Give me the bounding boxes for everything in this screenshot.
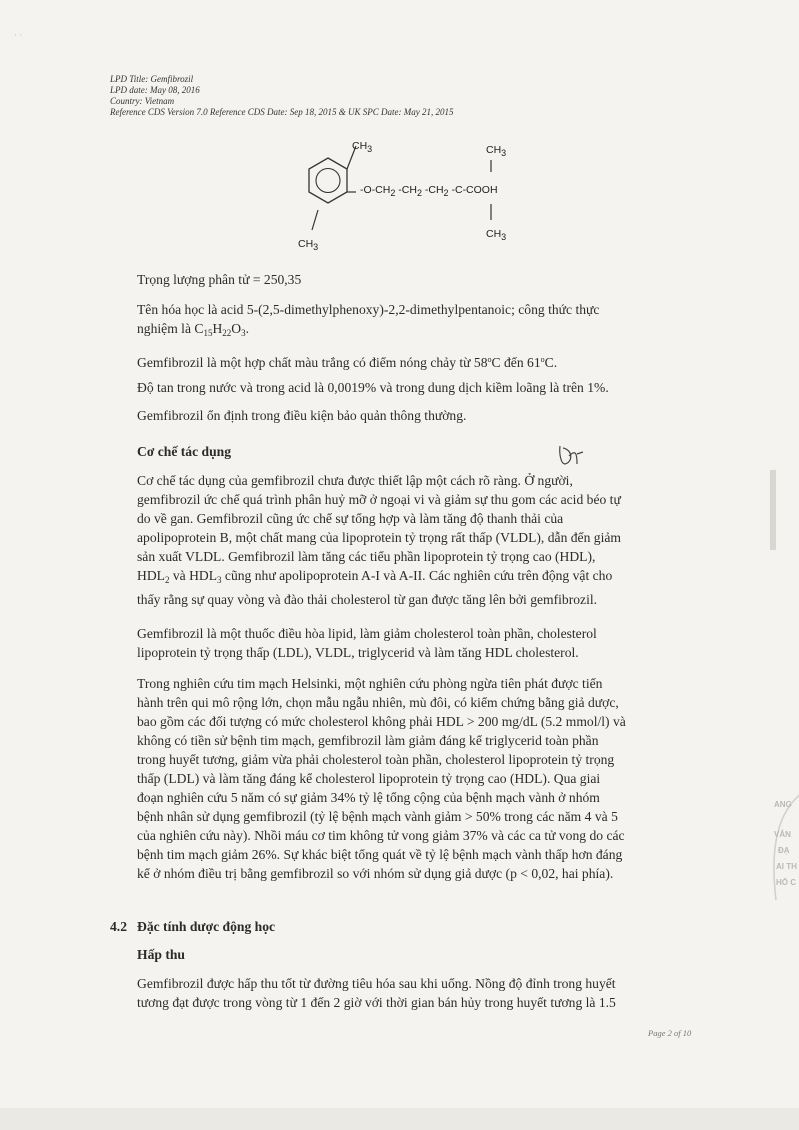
mechanism-paragraph-1 — [137, 471, 703, 609]
mechanism-paragraph-2 — [137, 624, 703, 662]
section-number: 4.2 — [110, 919, 127, 934]
mechanism-paragraph-3 — [137, 674, 703, 883]
text-line: trong huyết tương, giảm vừa phải cholesterol toàn phần, cholesterol lipoprotein tỷ trọng — [137, 752, 615, 767]
chem-name-line: Tên hóa học là acid 5-(2,5-dimethylphenoxy)-2,2-dimethylpentanoic; công thức thực — [137, 302, 600, 317]
page-number: Page 2 of 10 — [648, 1028, 692, 1038]
solubility: Độ tan trong nước và trong acid là 0,0019% và trong dung dịch kiềm loãng là trên 1%. — [137, 380, 609, 395]
text-line: không có tiền sử bệnh tim mạch, gemfibrozil làm giảm đáng kể triglycerid toàn phần — [137, 733, 599, 748]
lpd-date: LPD date: May 08, 2016 — [110, 85, 200, 95]
mechanism-heading: Cơ chế tác dụng — [137, 444, 232, 459]
text-line: bệnh nhân sử dụng gemfibrozil (tỷ lệ bệnh mạch vành giảm > 50% trong các năm 4 và 5 — [137, 809, 618, 824]
text-line: sản xuất VLDL. Gemfibrozil làm tăng các tiểu phần lipoprotein tỷ trọng cao (HDL), — [137, 549, 596, 564]
text-line: kể ở nhóm điều trị bằng gemfibrozil so với nhóm sử dụng giả dược (p < 0,02, hai phía). — [137, 866, 614, 881]
handwritten-initials — [555, 442, 595, 472]
absorption-paragraph — [137, 974, 703, 1012]
text-line: lipoprotein tỷ trọng thấp (LDL), VLDL, triglycerid và làm tăng HDL cholesterol. — [137, 645, 579, 660]
stamp-fragment: ANG VĂN ĐẠ AI TH HỐ C — [766, 790, 799, 920]
chemical-structure — [290, 138, 550, 260]
text-line: $HDL_2$ và $HDL_3$ cũng như apolipoprotein A-I và A-II. Các nghiên cứu trên động vật cho — [137, 568, 613, 585]
molecular-weight: Trọng lượng phân tử = 250,35 — [137, 272, 302, 287]
section-title: Đặc tính dược động học — [137, 919, 276, 934]
text-line: bao gồm các đối tượng có mức cholesterol không phải HDL > 200 mg/dL (5.2 mmol/l) và — [137, 714, 626, 729]
reference-cds: Reference CDS Version 7.0 Reference CDS Date: Sep 18, 2015 & UK SPC Date: May 21, 2015 — [110, 107, 454, 117]
empirical-formula-line: nghiệm là $C_{15}H_{22}O_3$. — [137, 321, 250, 338]
absorption-heading: Hấp thu — [137, 947, 185, 962]
text-line: bệnh tim mạch giảm 26%. Sự khác biệt tổng quát về tỷ lệ bệnh mạch vành thấp hơn đáng — [137, 847, 623, 862]
text-line: apolipoprotein B, một chất mang của lipoprotein tỷ trọng rất thấp (VLDL), dẫn đến giảm — [137, 530, 621, 545]
scan-bottom-edge — [0, 1108, 799, 1130]
text-line: gemfibrozil ức chế quá trình phân huỷ mỡ ở ngoại vi và giảm sự thu gom các acid béo tự — [137, 492, 621, 507]
text-line: của nghiên cứu này). Nhồi máu cơ tim không tử vong giảm 37% và các ca tử vong do các — [137, 828, 625, 843]
document-header — [110, 74, 454, 118]
text-line: Cơ chế tác dụng của gemfibrozil chưa được thiết lập một cách rõ ràng. Ở người, — [137, 473, 573, 488]
structure-drawing — [290, 138, 550, 260]
ch3-bottom: CH3 — [298, 238, 319, 252]
country: Country: Vietnam — [110, 96, 175, 106]
text-line: đoạn nghiên cứu 5 năm có sự giảm 34% tỷ lệ tổng cộng của bệnh mạch vành ở nhóm — [137, 790, 600, 805]
ch3-right-top: CH3 — [486, 144, 507, 158]
scan-mark: · · — [14, 30, 23, 40]
scan-edge-mark — [770, 470, 776, 550]
stability: Gemfibrozil ổn định trong điều kiện bảo quản thông thường. — [137, 408, 467, 423]
lpd-title: LPD Title: Gemfibrozil — [110, 74, 194, 84]
text-line: thấp (LDL) và làm tăng đáng kể cholesterol lipoprotein tỷ trọng cao (HDL). Qua giai — [137, 771, 601, 786]
melting-point: Gemfibrozil là một hợp chất màu trắng có điểm nóng chảy từ 58$^o$C đến 61$^o$C. — [137, 355, 558, 370]
text-line: hành trên qui mô rộng lớn, chọn mẫu ngẫu nhiên, mù đôi, có kiểm chứng bằng giả dược, — [137, 695, 619, 710]
side-chain: -O-CH2 -CH2 -CH2 -C-COOH — [360, 184, 498, 198]
text-line: Trong nghiên cứu tim mạch Helsinki, một nghiên cứu phòng ngừa tiên phát được tiến — [137, 676, 603, 691]
ch3-top: CH3 — [352, 140, 373, 154]
text-line: Gemfibrozil là một thuốc điều hòa lipid, làm giảm cholesterol toàn phần, cholesterol — [137, 626, 597, 641]
chemical-name-paragraph — [137, 300, 703, 343]
text-line: thấy rằng sự quay vòng và đào thải cholesterol từ gan được tăng lên bởi gemfibrozil. — [137, 592, 598, 607]
text-line: Gemfibrozil được hấp thu tốt từ đường tiêu hóa sau khi uống. Nồng độ đỉnh trong huyết — [137, 976, 616, 991]
text-line: tương đạt được trong vòng từ 1 đến 2 giờ với thời gian bán hủy trong huyết tương là 1.5 — [137, 995, 616, 1010]
ch3-right-bottom: CH3 — [486, 228, 507, 242]
text-line: do về gan. Gemfibrozil cũng ức chế sự tổng hợp và làm tăng độ thanh thải của — [137, 511, 564, 526]
